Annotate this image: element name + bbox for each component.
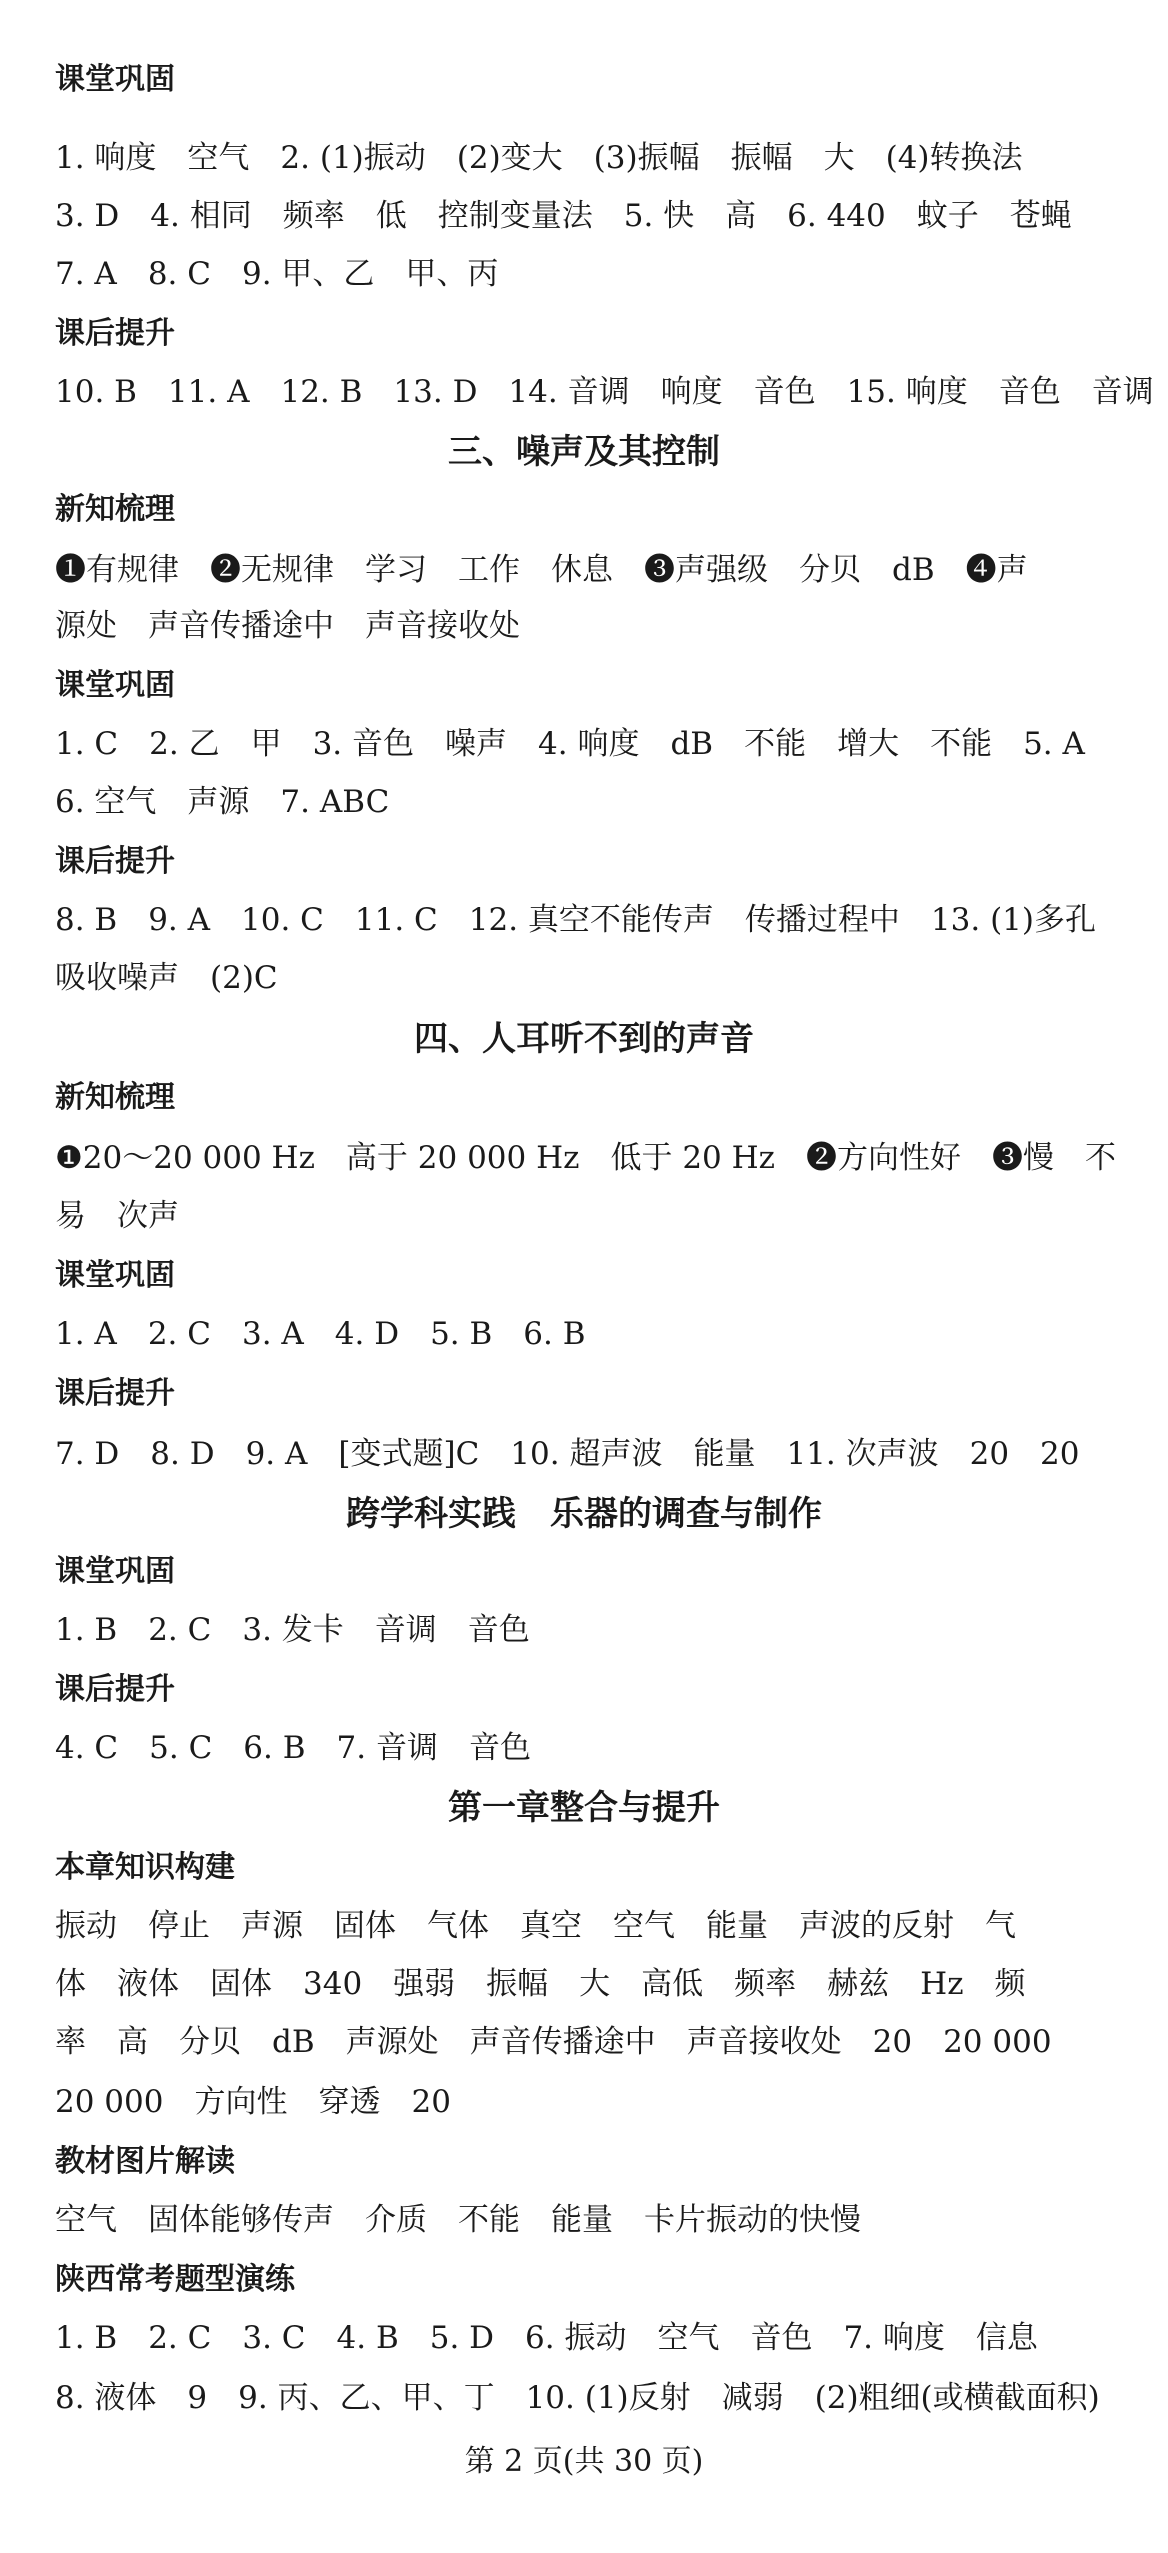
subsection-heading: 陕西常考题型演练 [55,2262,295,2297]
answer-line: 7. D 8. D 9. A [变式题]C 10. 超声波 能量 11. 次声波 20 20 [55,1436,1080,1472]
subsection-heading: 课后提升 [55,1672,175,1707]
answer-line: 率 高 分贝 dB 声源处 声音传播途中 声音接收处 20 20 000 [55,2024,1052,2060]
answer-line: ❶20～20 000 Hz 高于 20 000 Hz 低于 20 Hz ❷方向性好 ❸慢 不 [55,1140,1116,1176]
answer-line: ❶有规律 ❷无规律 学习 工作 休息 ❸声强级 分贝 dB ❹声 [55,552,1028,588]
answer-line: 振动 停止 声源 固体 气体 真空 空气 能量 声波的反射 气 [55,1908,1016,1944]
subsection-heading: 课后提升 [55,316,175,351]
answer-line: 易 次声 [55,1198,179,1234]
answer-line: 8. B 9. A 10. C 11. C 12. 真空不能传声 传播过程中 13. (1)多孔 [55,902,1096,938]
subsection-heading: 新知梳理 [55,1080,175,1115]
subsection-heading: 课后提升 [55,1376,175,1411]
subsection-heading: 本章知识构建 [55,1850,235,1885]
answer-line: 空气 固体能够传声 介质 不能 能量 卡片振动的快慢 [55,2202,861,2238]
answer-line: 7. A 8. C 9. 甲、乙 甲、丙 [55,256,499,292]
section-title: 四、人耳听不到的声音 [414,1019,754,1059]
page-footer: 第 2 页(共 30 页) [464,2444,704,2479]
subsection-heading: 课堂巩固 [55,1258,175,1293]
answer-line: 1. 响度 空气 2. (1)振动 (2)变大 (3)振幅 振幅 大 (4)转换法 [55,140,1023,176]
subsection-heading: 课堂巩固 [55,1554,175,1589]
answer-line: 1. A 2. C 3. A 4. D 5. B 6. B [55,1316,586,1352]
subsection-heading: 课堂巩固 [55,62,175,97]
answer-line: 源处 声音传播途中 声音接收处 [55,608,520,644]
answer-line: 体 液体 固体 340 强弱 振幅 大 高低 频率 赫兹 Hz 频 [55,1966,1026,2002]
section-title: 三、噪声及其控制 [448,432,720,472]
answer-line: 8. 液体 9 9. 丙、乙、甲、丁 10. (1)反射 减弱 (2)粗细(或横截面积) [55,2380,1100,2416]
answer-line: 1. B 2. C 3. C 4. B 5. D 6. 振动 空气 音色 7. 响度 信息 [55,2320,1038,2356]
answer-line: 1. C 2. 乙 甲 3. 音色 噪声 4. 响度 dB 不能 增大 不能 5. A [55,726,1085,762]
section-title: 跨学科实践 乐器的调查与制作 [346,1494,822,1534]
subsection-heading: 教材图片解读 [55,2144,235,2179]
subsection-heading: 新知梳理 [55,492,175,527]
answer-line: 3. D 4. 相同 频率 低 控制变量法 5. 快 高 6. 440 蚊子 苍蝇 [55,198,1072,234]
answer-line: 6. 空气 声源 7. ABC [55,784,390,820]
subsection-heading: 课堂巩固 [55,668,175,703]
answer-line: 4. C 5. C 6. B 7. 音调 音色 [55,1730,531,1766]
section-title: 第一章整合与提升 [448,1788,720,1828]
subsection-heading: 课后提升 [55,844,175,879]
answer-line: 10. B 11. A 12. B 13. D 14. 音调 响度 音色 15. 响度 音色 音调 [55,374,1154,410]
answer-line: 吸收噪声 (2)C [55,960,278,996]
answer-line: 20 000 方向性 穿透 20 [55,2084,451,2120]
answer-line: 1. B 2. C 3. 发卡 音调 音色 [55,1612,530,1648]
